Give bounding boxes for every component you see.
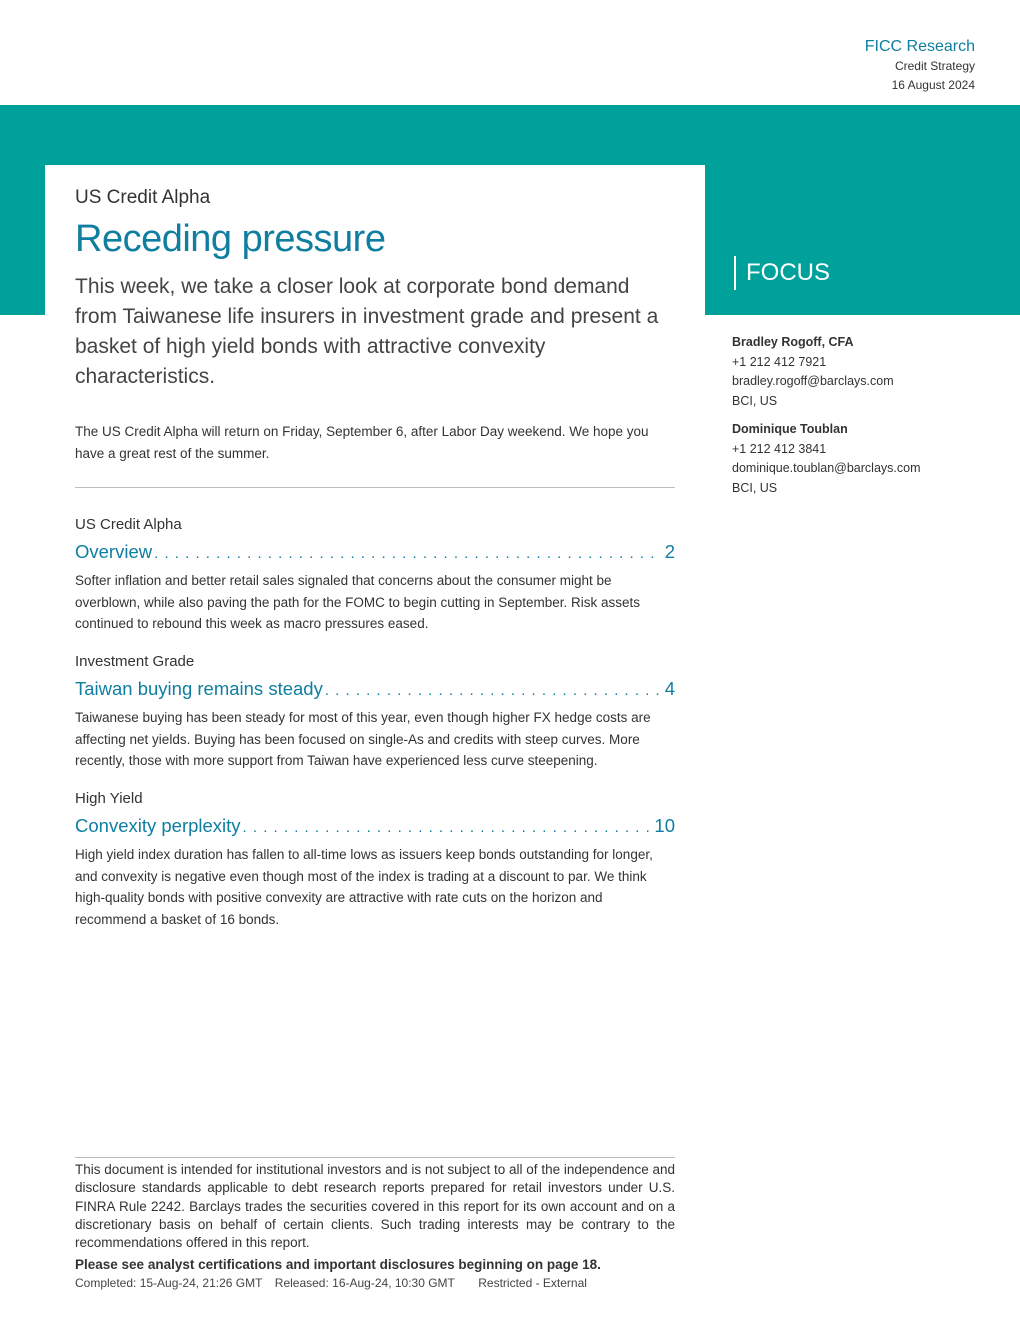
research-brand: FICC Research	[864, 38, 975, 55]
disclaimer-text: This document is intended for institutional investors and is not subject to all of the independence and disclosure standards applicable to debt research reports prepared for retail investors under U.S. FINRA Rule 2242. Barclays trades the securities covered in this report for its own account and on a discretionary basis on behalf of certain clients. Such trading interests may be contrary to the recommendations offered in this report.	[75, 1157, 675, 1252]
toc-leader-dots	[325, 678, 661, 704]
author-name: Bradley Rogoff, CFA	[732, 335, 854, 349]
series-name: US Credit Alpha	[75, 187, 211, 208]
release-stamps	[75, 1276, 596, 1290]
schedule-note: The US Credit Alpha will return on Friday, September 6, after Labor Day weekend. We hope you have a great rest of the summer.	[75, 424, 649, 461]
report-date: 16 August 2024	[891, 78, 975, 92]
section-divider	[75, 487, 675, 488]
section-label: Investment Grade	[75, 653, 195, 670]
toc-title[interactable]: Convexity perplexity	[75, 815, 241, 836]
toc-leader-dots	[154, 541, 661, 567]
toc-title[interactable]: Overview	[75, 541, 153, 562]
toc-page-number[interactable]: 2	[664, 541, 675, 562]
classification-label: Restricted - External	[478, 1276, 587, 1290]
toc-section-overview	[75, 515, 675, 635]
report-lede: This week, we take a closer look at corporate bond demand from Taiwanese life insurers in investment grade and present a basket of high yield bonds with attractive convexity characteristics.	[75, 275, 659, 388]
author-phone: +1 212 412 3841	[732, 441, 827, 456]
section-summary: High yield index duration has fallen to all-time lows as issuers keep bonds outstanding for longer, and convexity is negative even though most of the index is trading at a discount to par. We think high-quality bonds with positive convexity are attractive with rate cuts on the horizon and recommend a basket of 16 bonds.	[75, 847, 653, 927]
author-card	[732, 420, 982, 498]
section-summary: Taiwanese buying has been steady for most of this year, even though higher FX hedge costs are affecting net yields. Buying has been focused on single-As and credits with steep curves. More recently, those with more support from Taiwan have experienced less curve steepening.	[75, 710, 651, 768]
toc-entry-overview[interactable]	[75, 539, 675, 567]
toc-entry-taiwan-buying[interactable]	[75, 676, 675, 704]
author-phone: +1 212 412 7921	[732, 354, 827, 369]
toc-title[interactable]: Taiwan buying remains steady	[75, 678, 323, 699]
section-summary: Softer inflation and better retail sales signaled that concerns about the consumer might be overblown, while also paving the path for the FOMC to begin cutting in September. Risk assets continued to rebound this week as macro pressures eased.	[75, 573, 641, 631]
author-name: Dominique Toublan	[732, 422, 848, 436]
focus-label: FOCUS	[734, 256, 830, 290]
released-stamp: Released: 16-Aug-24, 10:30 GMT	[274, 1276, 455, 1290]
toc-page-number[interactable]: 4	[664, 678, 675, 699]
toc-leader-dots	[243, 815, 651, 841]
author-entity: BCI, US	[732, 393, 778, 408]
disclosures-notice: Please see analyst certifications and important disclosures beginning on page 18.	[75, 1257, 601, 1272]
toc-page-number[interactable]: 10	[654, 815, 675, 836]
division-label: Credit Strategy	[894, 59, 975, 73]
toc-entry-convexity[interactable]	[75, 813, 675, 841]
author-entity: BCI, US	[732, 480, 778, 495]
author-email[interactable]: dominique.toublan@barclays.com	[732, 461, 921, 475]
section-label: US Credit Alpha	[75, 516, 182, 533]
author-card	[732, 333, 982, 411]
toc-section-high-yield	[75, 789, 675, 930]
report-header	[865, 37, 975, 95]
section-label: High Yield	[75, 790, 143, 807]
report-title: Receding pressure	[75, 218, 386, 260]
completed-stamp: Completed: 15-Aug-24, 21:26 GMT	[75, 1276, 263, 1290]
author-email[interactable]: bradley.rogoff@barclays.com	[732, 374, 894, 388]
toc-section-investment-grade	[75, 652, 675, 772]
